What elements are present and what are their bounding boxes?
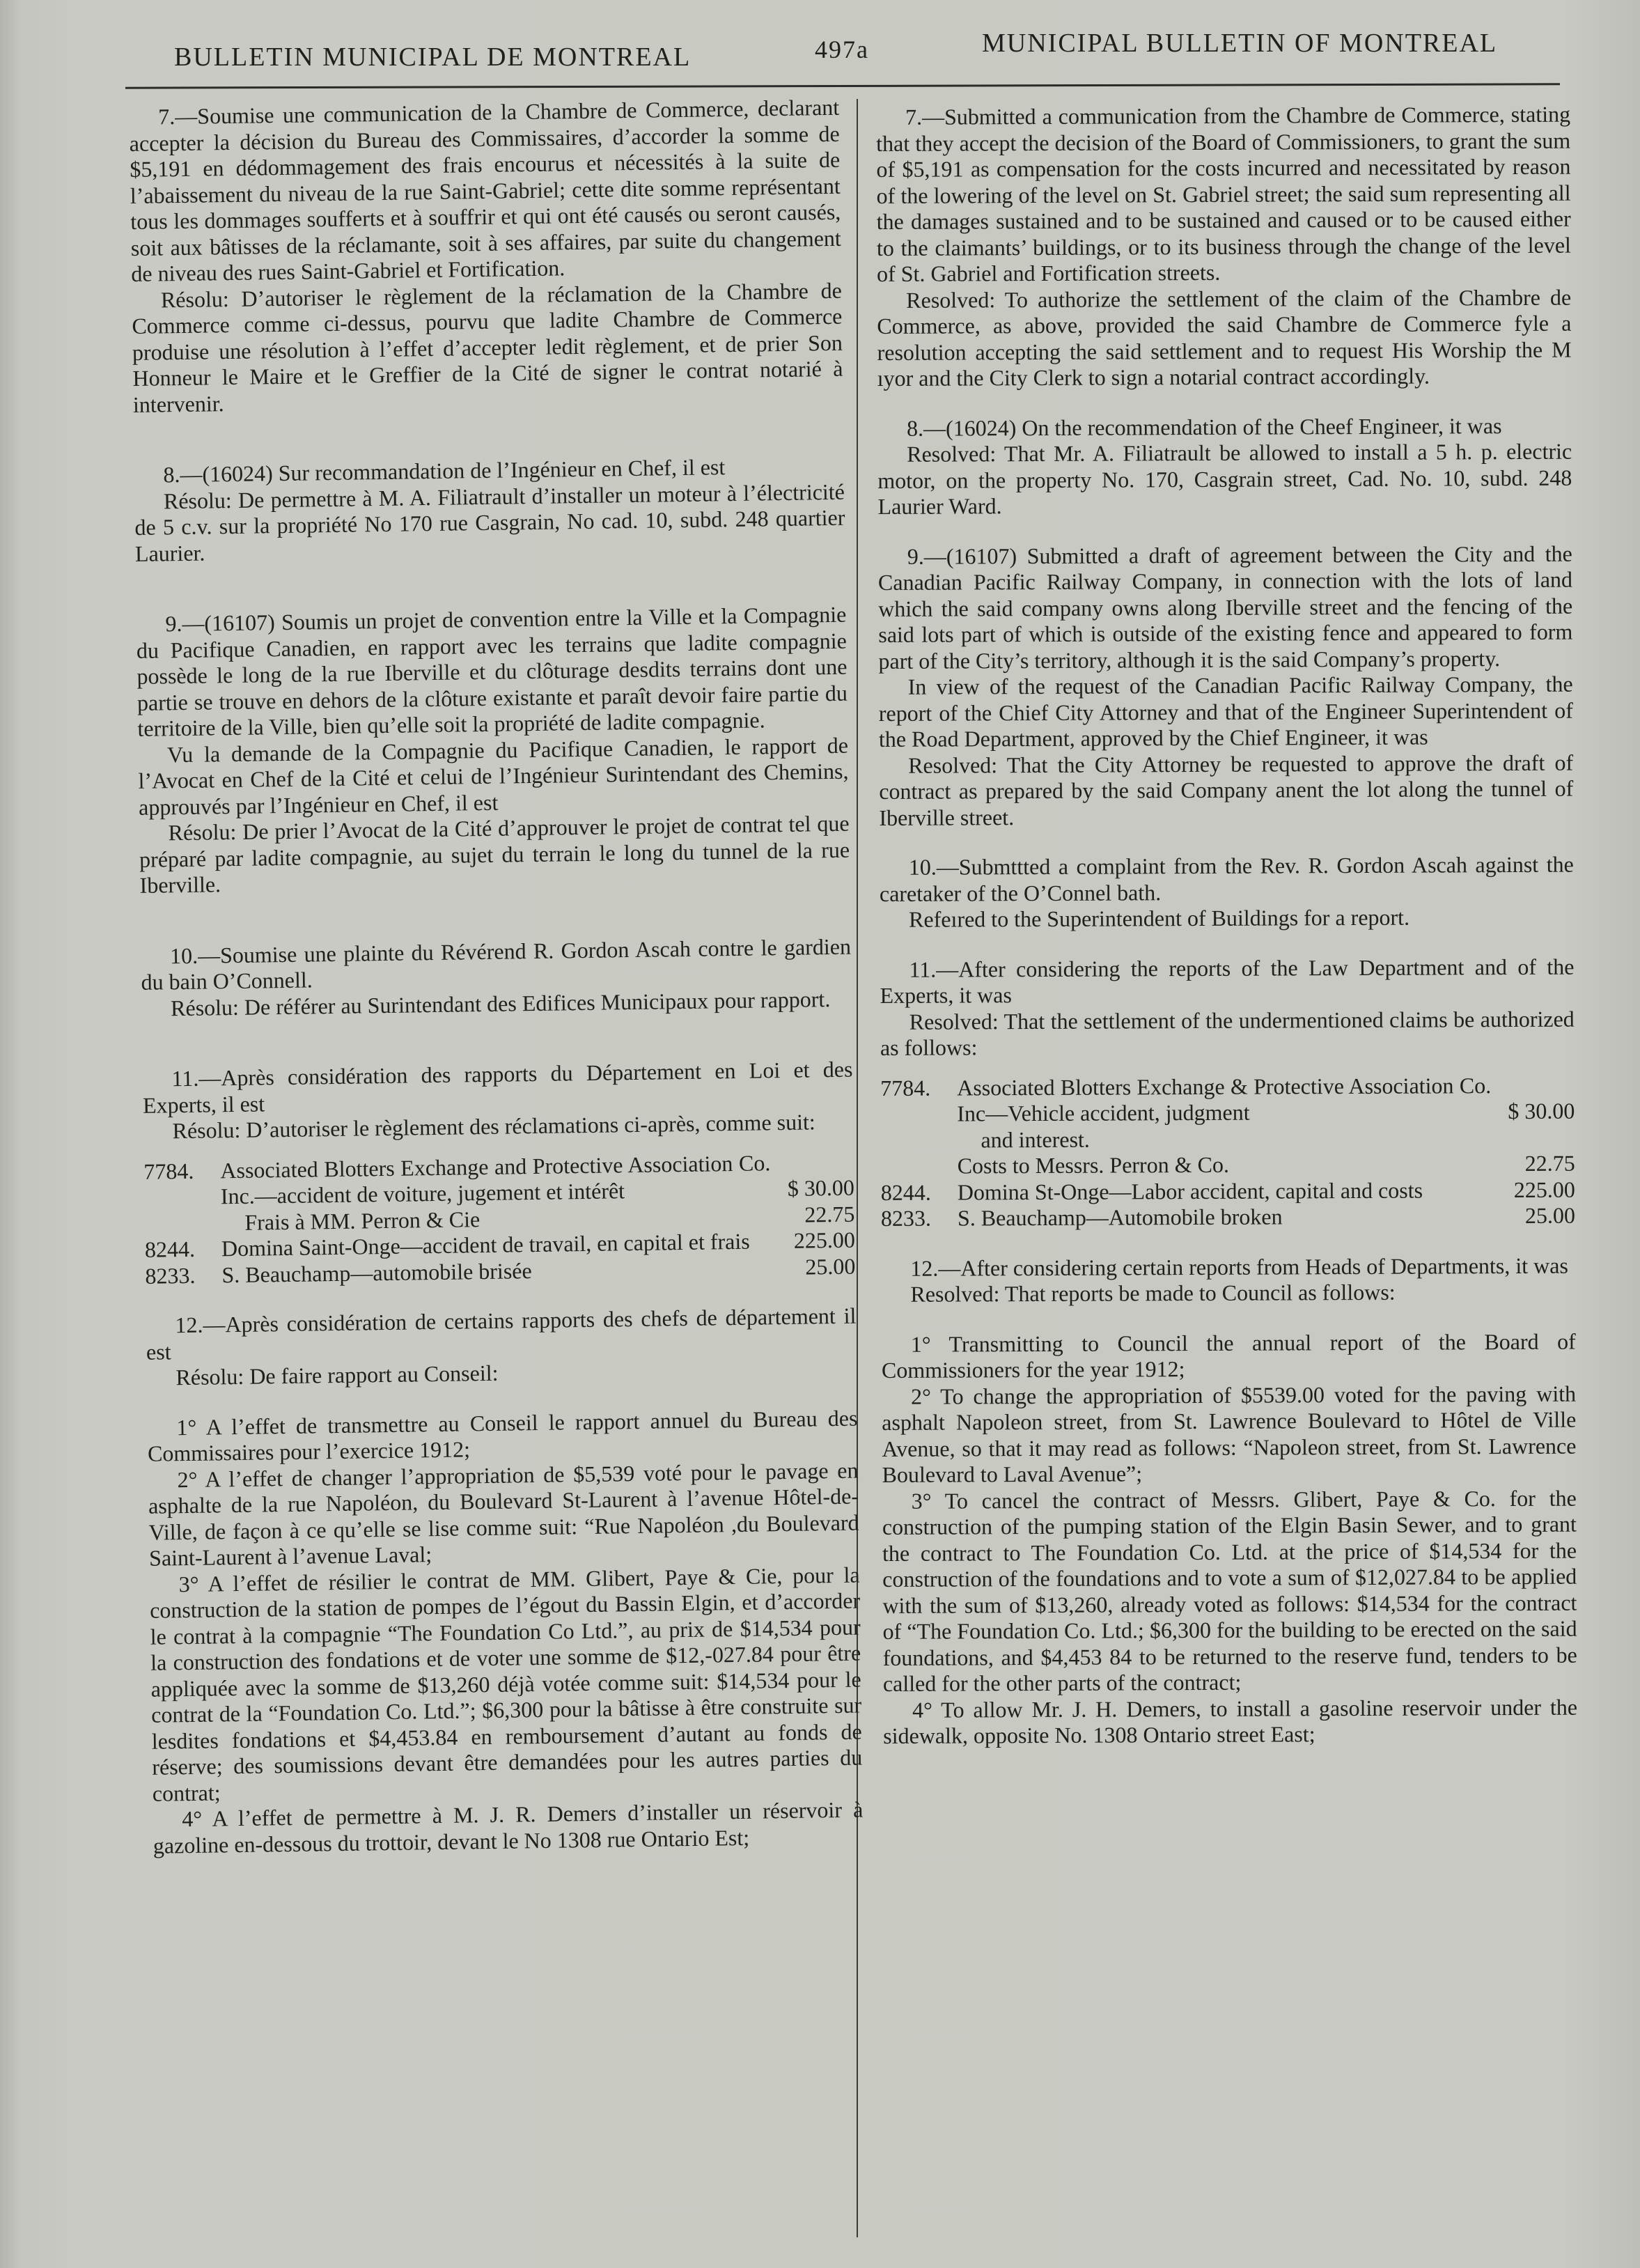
claim-number — [881, 1154, 958, 1180]
fr-item-9-resolution: Résolu: De prier l’Avocat de la Cité d’approuver le projet de contrat tel que préparé par ladite compagnie, au sujet du terrain le long du tunnel de la rue Iberville. — [139, 810, 850, 898]
fr-item-12-resolution: Résolu: De faire rapport au Conseil: — [175, 1360, 499, 1390]
claim-text: Frais à MM. Perron & Cie — [244, 1206, 481, 1235]
fr-item-8: 8.—(16024) Sur recommandation de l’Ingénieur en Chef, il est — [163, 454, 726, 488]
en-item-7: 7.—Submitted a communication from the Chambre de Commerce, stating that they accept the decision of the Board of Commissioners, to grant the sum of $5,191 as compensation for the costs incurred and necessitated by reason of the lowering of the level on St. Gabriel street; the said sum representing all the damages sustained and to be sustained and caused or to be caused either to the claimants’ buildings, or to its business through the change of the level of St. Gabriel and Fortification streets. — [876, 101, 1571, 286]
claim-amount: 225.00 — [1513, 1176, 1575, 1202]
en-item-11: 11.—After considering the reports of the Law Department and of the Experts, it was — [880, 954, 1575, 1008]
claim-amount: $ 30.00 — [787, 1174, 855, 1201]
fr-item-10-resolution: Résolu: De référer au Surintendant des Edifices Municipaux pour rapport. — [170, 986, 831, 1020]
en-item-11-resolution: Resolved: That the settlement of the undermentioned claims be authorized as follows: — [880, 1006, 1575, 1060]
claim-amount: 25.00 — [805, 1253, 856, 1280]
claim-amount: $ 30.00 — [1508, 1098, 1575, 1124]
fr-claims-table — [143, 1149, 856, 1289]
claim-text: Domina Saint-Onge—accident de travail, en capital et frais — [221, 1228, 750, 1261]
en-item-12-resolution: Resolved: That reports be made to Council as follows: — [910, 1279, 1396, 1307]
fr-item-11: 11.—Après considération des rapports du Département en Loi et des Experts, il est — [142, 1056, 853, 1118]
claim-amount: 225.00 — [793, 1227, 856, 1253]
column-divider — [857, 99, 858, 2237]
page-header — [125, 28, 1570, 70]
claim-number: 8233. — [145, 1262, 196, 1289]
table-row — [881, 1151, 1575, 1180]
claim-text: Domina St-Onge—Labor accident, capital and costs — [957, 1177, 1423, 1205]
claim-number: 7784. — [143, 1158, 194, 1184]
claim-amount — [1491, 1124, 1575, 1151]
header-english-title: MUNICIPAL BULLETIN OF MONTREAL — [982, 29, 1498, 58]
en-item-9: 9.—(16107) Submitted a draft of agreement between the City and the Canadian Pacific Railway Company, in connection with the lots of land which the said company owns along Iberville street and the fencing of the said lots part of which is outside of the existing fence and appeared to form part of the City’s territory, although it is the said Company’s property. — [877, 541, 1573, 674]
table-row — [880, 1072, 1575, 1127]
en-item-9-request: In view of the request of the Canadian Pacific Railway Company, the report of the Chief City Attorney and that of the Engineer Superintendent of the Road Department, approved by the Chief Engineer, it was — [878, 671, 1573, 752]
claim-number — [144, 1210, 221, 1237]
claim-text: S. Beauchamp—Automobile broken — [957, 1204, 1283, 1231]
table-row — [880, 1124, 1575, 1154]
en-item-8-resolution: Resolved: That Mr. A. Filiatrault be allowed to install a 5 h. p. electric motor, on the property No. 170, Casgrain street, Cad. No. 10, subd. 248 Laurier Ward. — [877, 438, 1572, 519]
fr-item-12-sub-4: 4° A l’effet de permettre à M. J. R. Demers d’installer un réservoir à gazoline en-dessous du trottoir, devant le No 1308 rue Ontario Est; — [153, 1796, 864, 1858]
en-item-10-resolution: Refeıred to the Superintendent of Buildings for a report. — [909, 904, 1410, 932]
claim-text: S. Beauchamp—automobile brisée — [221, 1257, 532, 1287]
en-item-12-sub-2: 2° To change the appropriation of $5539.00 voted for the paving with asphalt Napoleon street, from St. Lawrence Boulevard to Hôtel de Ville Avenue, so that it may read as follows: “Napoleon street, from St. Lawrence Boulevard to Laval Avenue”; — [882, 1381, 1577, 1487]
header-french-title: BULLETIN MUNICIPAL DE MONTREAL — [174, 42, 692, 72]
english-column — [876, 102, 1577, 1750]
claim-text: Costs to Messrs. Perron & Co. — [957, 1151, 1229, 1179]
claim-text: Associated Blotters Exchange & Protective Association Co. Inc—Vehicle accident, judgment — [957, 1072, 1492, 1126]
claim-number: 8244. — [144, 1236, 196, 1262]
claim-number: 8244. — [880, 1179, 931, 1205]
claim-amount: 22.75 — [804, 1201, 855, 1227]
french-column — [129, 95, 864, 1859]
fr-item-9-request: Vu la demande de la Compagnie du Pacifique Canadien, le rapport de l’Avocat en Chef de la Cité et celui de l’Ingénieur Surintendant des Chemins, approuvés par l’Ingénieur en Chef, il est — [138, 732, 849, 820]
fr-item-10: 10.—Soumise une plainte du Révérend R. Gordon Ascah contre le gardien du bain O’Connell. — [141, 933, 852, 995]
en-item-8: 8.—(16024) On the recommendation of the Cheef Engineer, it was — [906, 412, 1502, 441]
fr-item-12-sub-2: 2° A l’effet de changer l’appropriation de $5,539 voté pour le pavage en asphalte de la rue Napoléon, du Boulevard St-Laurent à l’avenue Hôtel-de-Ville, de façon à ce qu’elle se lise comme suit: “Rue Napoléon ,du Boulevard Saint-Laurent à l’avenue Laval; — [148, 1457, 859, 1571]
en-item-7-resolution: Resolved: To authorize the settlement of the claim of the Chambre de Commerce, as above, provided the said Chambre de Commerce fyle a resolution accepting the said settlement and to request His Worship the M ıyor and the City Clerk to sign a notarial contract accordingly. — [877, 284, 1572, 391]
fr-item-12-sub-1: 1° A l’effet de transmettre au Conseil le rapport annuel du Bureau des Commissaires pour l’exercice 1912; — [147, 1405, 858, 1466]
fr-item-9: 9.—(16107) Soumis un projet de convention entre la Ville et la Compagnie du Pacifique Canadien, en rapport avec les terrains que ladite compagnie possède le long de la rue Iberville et du clôturage desdits terrains dont une partie se trouve en dehors de la clôture existante et paraît devoir faire partie du territoire de la Ville, bien qu’elle soit la propriété de ladite compagnie. — [136, 601, 848, 741]
claim-number: 7784. — [880, 1075, 931, 1101]
header-rule — [125, 83, 1560, 88]
fr-item-8-resolution: Résolu: De permettre à M. A. Filiatrault d’installer un moteur à l’électricité de 5 c.v. sur la propriété No 170 rue Casgrain, No cad. 10, subd. 248 quartier Laurier. — [134, 479, 845, 566]
claim-amount: 25.00 — [1524, 1202, 1576, 1228]
en-item-12-sub-3: 3° To cancel the contract of Messrs. Glibert, Paye & Co. for the construction of the pumping station of the Elgin Basin Sewer, and to grant the contract to The Foundation Co. Ltd. at the price of $14,534 for the construction of the foundations and to vote a sum of $12,027.84 to be applied with the sum of $13,260, already voted as follows: $14,534 for the contract of “The Foundation Co. Ltd.; $6,300 for the building to be erected on the said foundations, and $4,453 84 to be returned to the reserve fund, tenders to be called for the other parts of the contract; — [882, 1485, 1577, 1696]
claim-number — [880, 1127, 957, 1154]
claim-number: 8233. — [880, 1205, 932, 1231]
claim-amount: 22.75 — [1524, 1150, 1575, 1176]
en-claims-table — [880, 1072, 1575, 1232]
fr-item-7-resolution: Résolu: D’autoriser le règlement de la réclamation de la Chambre de Commerce comme ci-dessus, pourvu que ladite Chambre de Commerce produise une résolution à l’effet d’accepter ledit règlement, et de prier Son Honneur le Maire et le Greffier de la Cité de signer le contrat notarié à intervenir. — [132, 277, 843, 417]
table-row — [881, 1203, 1575, 1232]
claim-text: and interest. — [981, 1126, 1090, 1152]
claim-text: Associated Blotters Exchange and Protective Association Co. Inc.—accident de voiture, jugement et intérêt — [220, 1149, 771, 1209]
table-row — [143, 1149, 854, 1211]
fr-item-12: 12.—Après considération de certains rapports des chefs de département il est — [146, 1303, 857, 1365]
en-item-10: 10.—Submttted a complaint from the Rev. R. Gordon Ascah against the caretaker of the O’Connel bath. — [879, 851, 1574, 906]
table-row — [881, 1176, 1575, 1206]
en-item-12-sub-1: 1° Transmitting to Council the annual report of the Board of Commissioners for the year 1912; — [881, 1328, 1576, 1383]
en-item-9-resolution: Resolved: That the City Attorney be requested to approve the draft of contract as prepared by the said Company anent the lot along the tunnel of Iberville street. — [879, 749, 1574, 830]
en-item-12-sub-4: 4° To allow Mr. J. H. Demers, to install a gasoline reservoir under the sidewalk, opposite No. 1308 Ontario street East; — [883, 1694, 1578, 1748]
fr-item-12-sub-3: 3° A l’effet de résilier le contrat de MM. Glibert, Paye & Cie, pour la construction de la station de pompes de l’égout du Bassin Elgin, et d’accorder le contrat à la compagnie “The Foundation Co Ltd.”, au prix de $14,534 pour la construction des fondations et de voter une somme de $12,-027.84 pour être appliquée avec la somme de $13,260 déjà votée comme suit: $14,534 pour le contrat de la “Foundation Co. Ltd.”; $6,300 pour la bâtisse à être construite sur lesdites fondations et $4,453.84 en remboursement d’autant au fonds de réserve; des soumissions devant être demandées pour les autres parties du contrat; — [149, 1562, 863, 1806]
fr-item-7: 7.—Soumise une communication de la Chambre de Commerce, declarant accepter la décision du Bureau des Commissaires, d’accorder la somme de $5,191 en dédommagement des frais encourus et nécessités à la suite de l’abaissement du niveau de la rue Saint-Gabriel; cette dite somme représentant tous les dommages soufferts et à souffrir et qui ont été causés ou seront causés, soit aux bâtisses de la réclamante, soit à ses affaires, par suite du changement de niveau des rues Saint-Gabriel et Fortification. — [129, 94, 842, 286]
fr-item-11-resolution: Résolu: D’autoriser le règlement des réclamations ci-après, comme suit: — [172, 1109, 815, 1144]
page-number: 497a — [815, 36, 869, 63]
en-item-12: 12.—After considering certain reports from Heads of Departments, it was — [910, 1252, 1568, 1281]
